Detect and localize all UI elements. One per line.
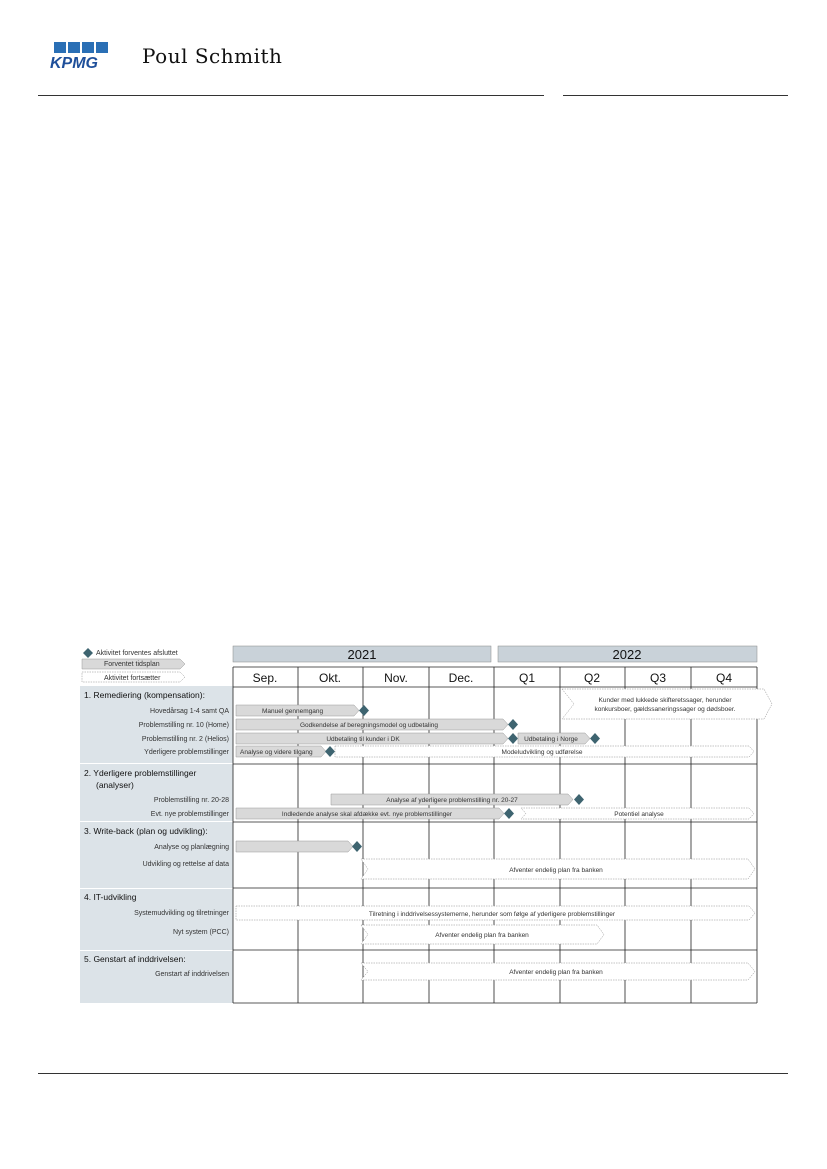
- row-label: Hovedårsag 1-4 samt QA: [150, 708, 229, 715]
- period-q1: Q1: [518, 671, 536, 685]
- legend: [82, 648, 185, 682]
- year-label-2021: 2021: [347, 647, 377, 662]
- row-label: Nyt system (PCC): [173, 929, 229, 936]
- period-okt: Okt.: [318, 671, 342, 685]
- row-label: Problemstilling nr. 10 (Home): [138, 722, 229, 729]
- period-dec: Dec.: [448, 671, 474, 685]
- row-label: Genstart af inddrivelsen: [155, 971, 229, 978]
- bar-label: Analyse af yderligere problemstilling nr. 20-27: [386, 797, 518, 804]
- period-q3: Q3: [649, 671, 667, 685]
- firm-name: Poul Schmith: [142, 44, 283, 68]
- bar-label: Potentiel analyse: [614, 811, 664, 818]
- row-label: Evt. nye problemstillinger: [150, 811, 229, 818]
- bar-label: Tilretning i inddrivelsessystemerne, herunder som følge af yderligere problemstillinger: [368, 911, 616, 918]
- section-title-4: 4. IT-udvikling: [84, 892, 137, 902]
- milestone-diamond: [590, 733, 600, 744]
- bar-label: Modeludvikling og udførelse: [501, 749, 583, 756]
- row-label: Udvikling og rettelse af data: [142, 861, 229, 868]
- section-title-5: 5. Genstart af inddrivelsen:: [84, 954, 186, 964]
- bar-label: Udbetaling til kunder i DK: [326, 736, 400, 743]
- row-label: Problemstilling nr. 2 (Helios): [141, 736, 229, 743]
- row-label: Systemudvikling og tilretninger: [134, 910, 229, 917]
- bar-label: Afventer endelig plan fra banken: [509, 969, 603, 976]
- bar-label: Kunder med lukkede skifteretssager, herunder: [598, 697, 732, 704]
- section-title-2b: (analyser): [96, 780, 134, 790]
- milestone-diamond: [325, 746, 335, 757]
- bar-label: konkursboer, gældssaneringssager og dødsboer.: [594, 706, 736, 713]
- row-label: Problemstilling nr. 20-28: [153, 797, 229, 804]
- row-label: Yderligere problemstillinger: [144, 749, 229, 756]
- bar-label: Afventer endelig plan fra banken: [435, 932, 529, 939]
- bar-analyse-planlaegning: [236, 841, 353, 852]
- section-title-3: 3. Write-back (plan og udvikling):: [84, 826, 208, 836]
- bar-label: Udbetaling i Norge: [524, 736, 578, 743]
- milestone-diamond: [508, 719, 518, 730]
- period-sep: Sep.: [252, 671, 278, 685]
- bar-label: Manuel gennemgang: [262, 708, 324, 715]
- bar-label: Indledende analyse skal afdække evt. nye problemstillinger: [281, 811, 453, 818]
- kpmg-logo-text: KPMG: [50, 55, 98, 70]
- period-nov: Nov.: [384, 671, 408, 685]
- footer-rule: [38, 1073, 788, 1074]
- year-label-2022: 2022: [612, 647, 642, 662]
- legend-milestone-icon: [83, 648, 93, 658]
- legend-continues-label: Aktivitet fortsætter: [104, 675, 161, 682]
- period-q4: Q4: [715, 671, 733, 685]
- milestone-diamond: [574, 794, 584, 805]
- milestone-diamond: [508, 733, 518, 744]
- row-label: Analyse og planlægning: [154, 844, 229, 851]
- milestone-diamond: [504, 808, 514, 819]
- section-title-1: 1. Remediering (kompensation):: [84, 690, 205, 700]
- milestone-diamond: [352, 841, 362, 852]
- bar-label: Analyse og videre tilgang: [240, 749, 313, 756]
- milestone-diamond: [359, 705, 369, 716]
- bar-label: Godkendelse af beregningsmodel og udbetaling: [299, 722, 439, 729]
- legend-milestone-label: Aktivitet forventes afsluttet: [96, 650, 178, 657]
- bar-kunder-skifteretssager: [562, 689, 772, 719]
- period-q2: Q2: [583, 671, 601, 685]
- legend-planned-label: Forventet tidsplan: [104, 661, 160, 668]
- section-title-2: 2. Yderligere problemstillinger: [84, 768, 197, 778]
- bar-label: Afventer endelig plan fra banken: [509, 867, 603, 874]
